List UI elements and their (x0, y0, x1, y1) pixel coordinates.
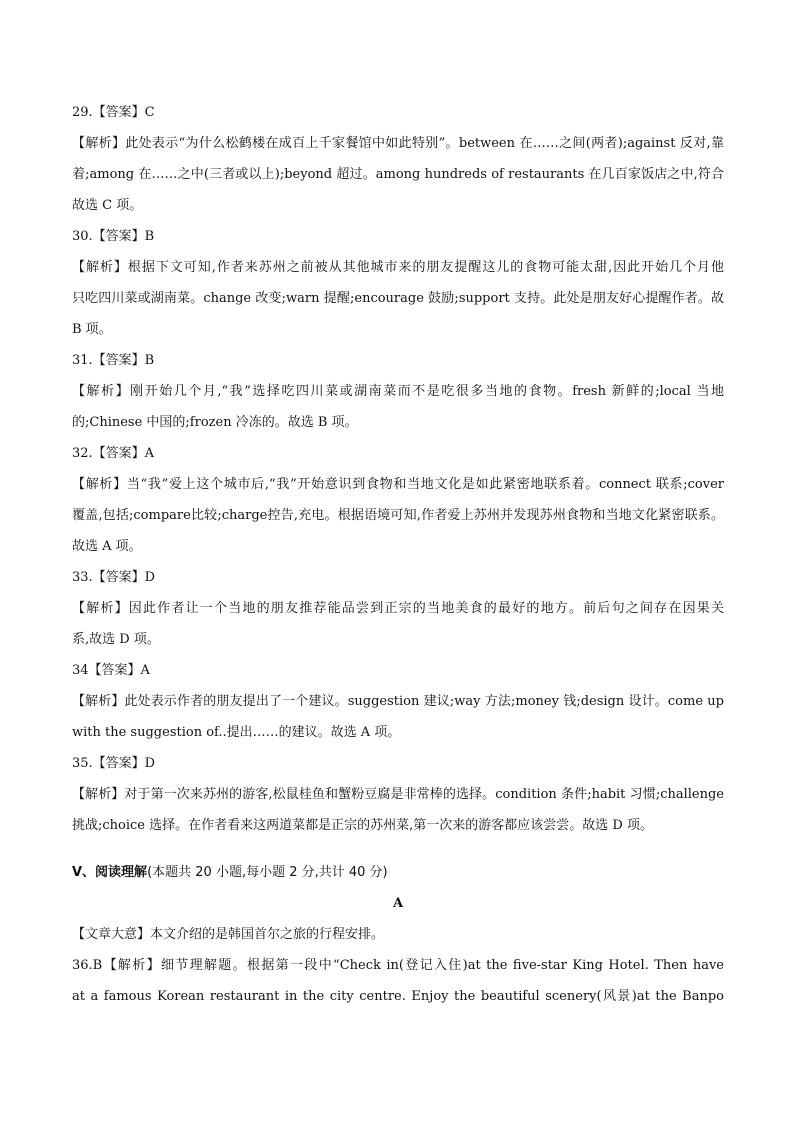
answer-line: 29.【答案】C (72, 105, 155, 120)
document-page (72, 97, 724, 1012)
analysis-line: 【解析】刚开始几个月,“我”选择吃四川菜或湖南菜而不是吃很多当地的食物。fresh 新鲜的;local 当地 (72, 384, 724, 399)
section-title: Ⅴ、阅读理解 (72, 865, 148, 880)
analysis-line: 故选 C 项。 (72, 198, 143, 213)
analysis-line: 【解析】此处表示作者的朋友提出了一个建议。suggestion 建议;way 方法;money 钱;design 设计。come up (72, 694, 724, 709)
answer-line: 35.【答案】D (72, 756, 156, 771)
analysis-line: B 项。 (72, 322, 112, 337)
part-label: A (392, 896, 404, 911)
analysis-line: 只吃四川菜或湖南菜。change 改变;warn 提醒;encourage 鼓励;support 支持。此处是朋友好心提醒作者。故 (72, 291, 724, 306)
analysis-line: 【解析】此处表示“为什么松鹤楼在成百上千家餐馆中如此特别”。between 在……之间(两者);against 反对,靠 (72, 136, 724, 151)
analysis-line: 覆盖,包括;compare比较;charge控告,充电。根据语境可知,作者爱上苏州并发现苏州食物和当地文化紧密联系。 (72, 508, 724, 523)
section-gap (72, 841, 724, 857)
analysis-line: with the suggestion of..提出……的建议。故选 A 项。 (72, 725, 401, 740)
analysis-line: 故选 A 项。 (72, 539, 142, 554)
analysis-line: 【解析】根据下文可知,作者来苏州之前被从其他城市来的朋友提醒这儿的食物可能太甜,因此开始几个月他 (72, 260, 724, 275)
analysis-line: 的;Chinese 中国的;frozen 冷冻的。故选 B 项。 (72, 415, 358, 430)
analysis-line: 挑战;choice 选择。在作者看来这两道菜都是正宗的苏州菜,第一次来的游客都应该尝尝。故选 D 项。 (72, 818, 653, 833)
answer-line: 30.【答案】B (72, 229, 155, 244)
analysis-line: at a famous Korean restaurant in the city centre. Enjoy the beautiful scenery(风景)at the Banpo (72, 989, 724, 1004)
analysis-line: 【解析】因此作者让一个当地的朋友推荐能品尝到正宗的当地美食的最好的地方。前后句之间存在因果关 (72, 601, 724, 616)
section-note: (本题共 20 小题,每小题 2 分,共计 40 分) (147, 865, 388, 880)
section-heading (72, 857, 724, 888)
answer-line: 33.【答案】D (72, 570, 156, 585)
summary-line: 【文章大意】本文介绍的是韩国首尔之旅的行程安排。 (72, 927, 385, 942)
answer-line: 31.【答案】B (72, 353, 155, 368)
analysis-line: 【解析】对于第一次来苏州的游客,松鼠桂鱼和蟹粉豆腐是非常棒的选择。condition 条件;habit 习惯;challenge (72, 787, 724, 802)
analysis-line: 【解析】当“我”爱上这个城市后,“我”开始意识到食物和当地文化是如此紧密地联系着。connect 联系;cover (72, 477, 724, 492)
answer-line: 32.【答案】A (72, 446, 155, 461)
analysis-line: 36.B【解析】细节理解题。根据第一段中“Check in(登记入住)at the five-star King Hotel. Then have (72, 958, 724, 973)
analysis-line: 着;among 在……之中(三者或以上);beyond 超过。among hundreds of restaurants 在几百家饭店之中,符合 (72, 167, 724, 182)
answer-line: 34【答案】A (72, 663, 150, 678)
analysis-line: 系,故选 D 项。 (72, 632, 160, 647)
